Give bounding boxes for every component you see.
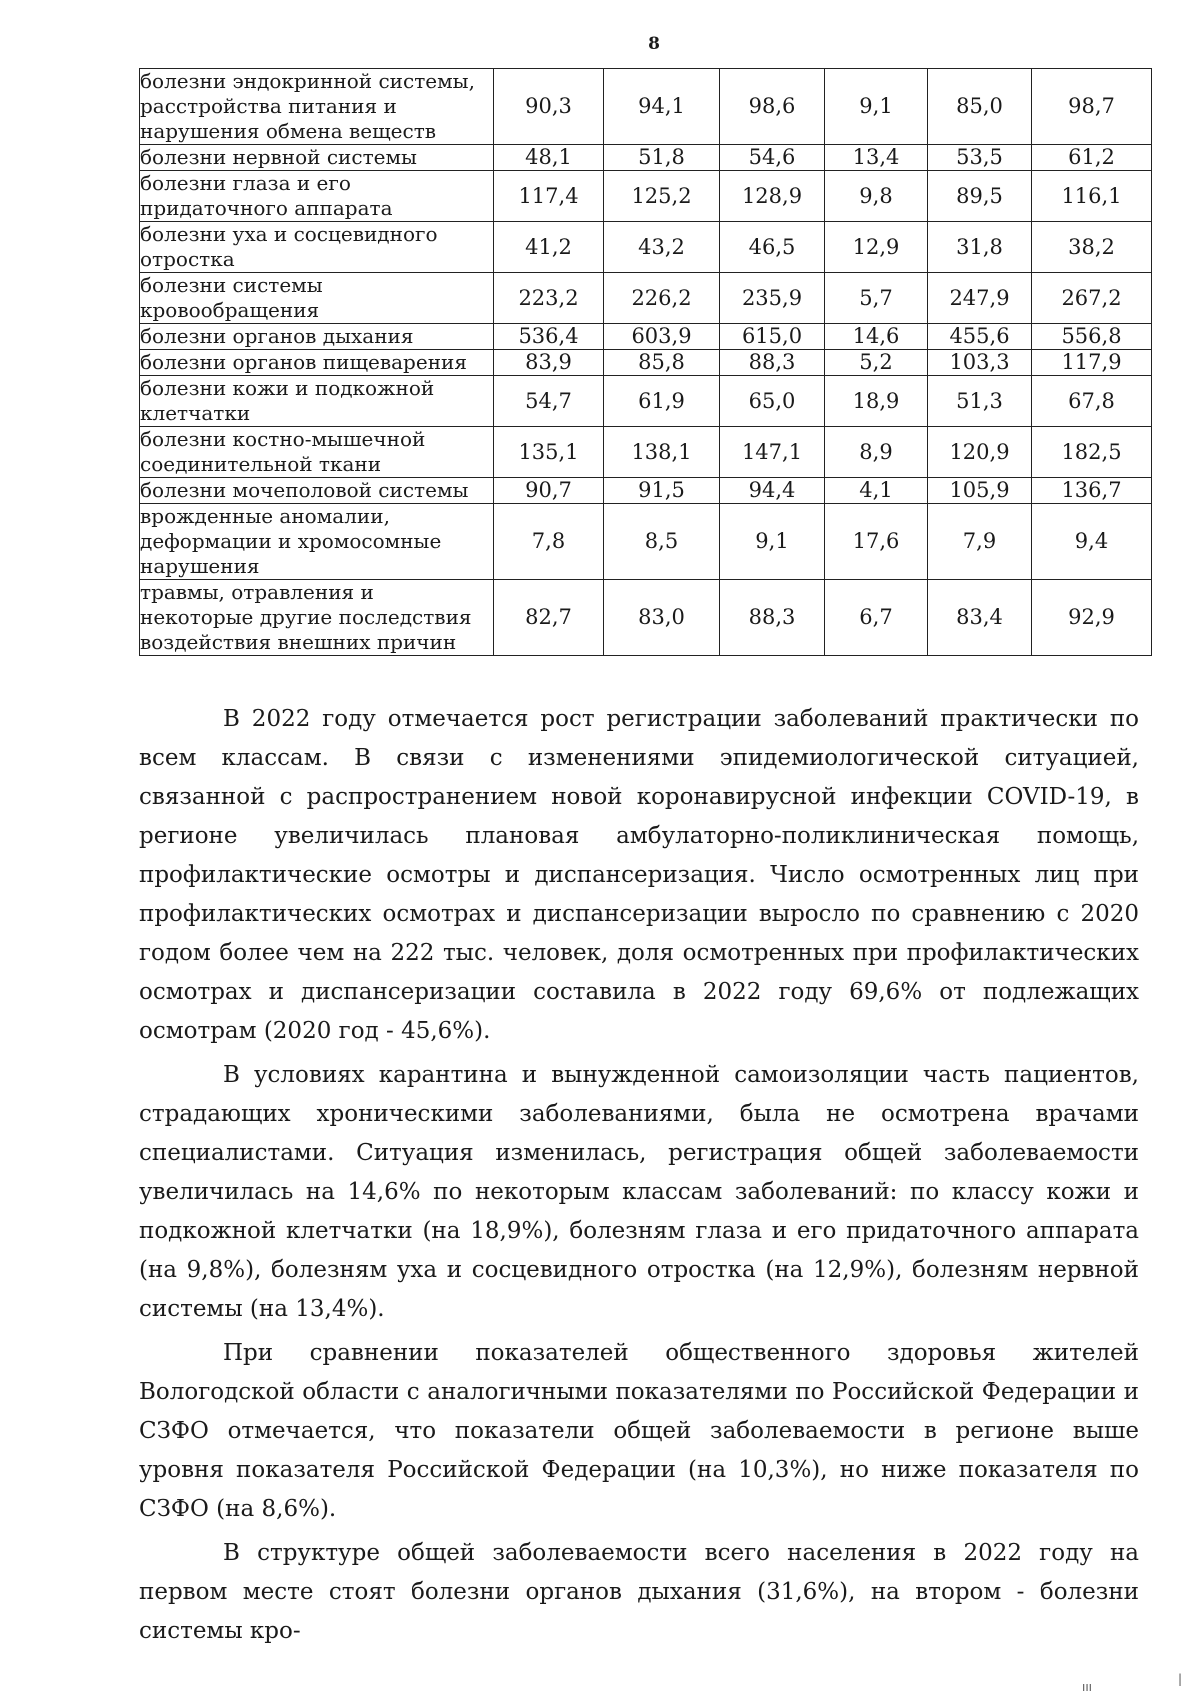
table-row	[140, 376, 1152, 427]
row-label: врожденные аномалии, деформации и хромосомные нарушения	[140, 504, 494, 580]
row-label: травмы, отравления и некоторые другие последствия воздействия внешних причин	[140, 580, 494, 656]
value-cell: 54,7	[494, 376, 604, 427]
value-cell: 41,2	[494, 222, 604, 273]
table-row	[140, 350, 1152, 376]
value-cell: 83,9	[494, 350, 604, 376]
value-cell: 85,0	[928, 69, 1032, 145]
table-row	[140, 427, 1152, 478]
value-cell: 65,0	[720, 376, 825, 427]
value-cell: 103,3	[928, 350, 1032, 376]
row-label: болезни кожи и подкожной клетчатки	[140, 376, 494, 427]
paragraph: При сравнении показателей общественного здоровья жителей Вологодской области с аналогичными показателями по Российской Федерации и СЗФО отмечается, что показатели общей заболеваемости в регионе выше уровня показателя Российской Федерации (на 10,3%), но ниже показателя по СЗФО (на 8,6%).	[139, 1340, 1139, 1522]
value-cell: 61,9	[604, 376, 720, 427]
value-cell: 51,8	[604, 145, 720, 171]
value-cell: 83,0	[604, 580, 720, 656]
value-cell: 88,3	[720, 580, 825, 656]
paragraph: В 2022 году отмечается рост регистрации заболеваний практически по всем классам. В связи с изменениями эпидемиологической ситуацией, связанной с распространением новой коронавирусной инфекции COVID-19, в регионе увеличилась плановая амбулаторно-поликлиническая помощь, профилактические осмотры и диспансеризация. Число осмотренных лиц при профилактических осмотрах и диспансеризации выросло по сравнению с 2020 годом более чем на 222 тыс. человек, доля осмотренных при профилактических осмотрах и диспансеризации составила в 2022 году 69,6% от подлежащих осмотрам (2020 год - 45,6%).	[139, 706, 1139, 1044]
value-cell: 135,1	[494, 427, 604, 478]
row-label: болезни глаза и его придаточного аппарата	[140, 171, 494, 222]
value-cell: 9,8	[825, 171, 928, 222]
value-cell: 17,6	[825, 504, 928, 580]
body-text	[139, 700, 1139, 1651]
value-cell: 120,9	[928, 427, 1032, 478]
value-cell: 7,8	[494, 504, 604, 580]
value-cell: 128,9	[720, 171, 825, 222]
value-cell: 226,2	[604, 273, 720, 324]
table-row	[140, 171, 1152, 222]
value-cell: 31,8	[928, 222, 1032, 273]
value-cell: 43,2	[604, 222, 720, 273]
value-cell: 235,9	[720, 273, 825, 324]
value-cell: 38,2	[1032, 222, 1152, 273]
value-cell: 117,4	[494, 171, 604, 222]
value-cell: 5,7	[825, 273, 928, 324]
value-cell: 18,9	[825, 376, 928, 427]
value-cell: 136,7	[1032, 478, 1152, 504]
value-cell: 90,3	[494, 69, 604, 145]
table-row	[140, 69, 1152, 145]
value-cell: 98,7	[1032, 69, 1152, 145]
row-label: болезни эндокринной системы, расстройства питания и нарушения обмена веществ	[140, 69, 494, 145]
value-cell: 6,7	[825, 580, 928, 656]
row-label: болезни системы кровообращения	[140, 273, 494, 324]
value-cell: 9,1	[720, 504, 825, 580]
table-row	[140, 478, 1152, 504]
value-cell: 94,1	[604, 69, 720, 145]
value-cell: 105,9	[928, 478, 1032, 504]
value-cell: 117,9	[1032, 350, 1152, 376]
row-label: болезни нервной системы	[140, 145, 494, 171]
value-cell: 7,9	[928, 504, 1032, 580]
value-cell: 8,9	[825, 427, 928, 478]
value-cell: 90,7	[494, 478, 604, 504]
paragraph: В условиях карантина и вынужденной самоизоляции часть пациентов, страдающих хроническими заболеваниями, была не осмотрена врачами специалистами. Ситуация изменилась, регистрация общей заболеваемости увеличилась на 14,6% по некоторым классам заболеваний: по классу кожи и подкожной клетчатки (на 18,9%), болезням глаза и его придаточного аппарата (на 9,8%), болезням уха и сосцевидного отростка (на 12,9%), болезням нервной системы (на 13,4%).	[139, 1062, 1139, 1322]
value-cell: 5,2	[825, 350, 928, 376]
scan-mark: ııı	[1082, 1680, 1093, 1694]
value-cell: 556,8	[1032, 324, 1152, 350]
morbidity-table	[139, 68, 1152, 656]
table-row	[140, 273, 1152, 324]
page-number: 8	[648, 34, 660, 54]
value-cell: 615,0	[720, 324, 825, 350]
table-row	[140, 222, 1152, 273]
value-cell: 536,4	[494, 324, 604, 350]
value-cell: 9,4	[1032, 504, 1152, 580]
row-label: болезни костно-мышечной соединительной ткани	[140, 427, 494, 478]
value-cell: 61,2	[1032, 145, 1152, 171]
value-cell: 83,4	[928, 580, 1032, 656]
value-cell: 88,3	[720, 350, 825, 376]
table-row	[140, 504, 1152, 580]
value-cell: 138,1	[604, 427, 720, 478]
value-cell: 94,4	[720, 478, 825, 504]
value-cell: 67,8	[1032, 376, 1152, 427]
value-cell: 89,5	[928, 171, 1032, 222]
table-row	[140, 580, 1152, 656]
value-cell: 247,9	[928, 273, 1032, 324]
value-cell: 603,9	[604, 324, 720, 350]
value-cell: 13,4	[825, 145, 928, 171]
table-row	[140, 145, 1152, 171]
table-row	[140, 324, 1152, 350]
value-cell: 223,2	[494, 273, 604, 324]
row-label: болезни органов пищеварения	[140, 350, 494, 376]
value-cell: 51,3	[928, 376, 1032, 427]
value-cell: 54,6	[720, 145, 825, 171]
paragraph: В структуре общей заболеваемости всего населения в 2022 году на первом месте стоят болезни органов дыхания (31,6%), на втором - болезни системы кро-	[139, 1540, 1139, 1644]
row-label: болезни мочеполовой системы	[140, 478, 494, 504]
value-cell: 53,5	[928, 145, 1032, 171]
row-label: болезни органов дыхания	[140, 324, 494, 350]
value-cell: 98,6	[720, 69, 825, 145]
row-label: болезни уха и сосцевидного отростка	[140, 222, 494, 273]
scan-mark: |	[1178, 1672, 1183, 1686]
value-cell: 125,2	[604, 171, 720, 222]
value-cell: 9,1	[825, 69, 928, 145]
value-cell: 82,7	[494, 580, 604, 656]
value-cell: 147,1	[720, 427, 825, 478]
value-cell: 267,2	[1032, 273, 1152, 324]
value-cell: 85,8	[604, 350, 720, 376]
value-cell: 14,6	[825, 324, 928, 350]
value-cell: 116,1	[1032, 171, 1152, 222]
value-cell: 48,1	[494, 145, 604, 171]
value-cell: 455,6	[928, 324, 1032, 350]
value-cell: 46,5	[720, 222, 825, 273]
value-cell: 12,9	[825, 222, 928, 273]
value-cell: 4,1	[825, 478, 928, 504]
value-cell: 8,5	[604, 504, 720, 580]
value-cell: 92,9	[1032, 580, 1152, 656]
value-cell: 91,5	[604, 478, 720, 504]
value-cell: 182,5	[1032, 427, 1152, 478]
